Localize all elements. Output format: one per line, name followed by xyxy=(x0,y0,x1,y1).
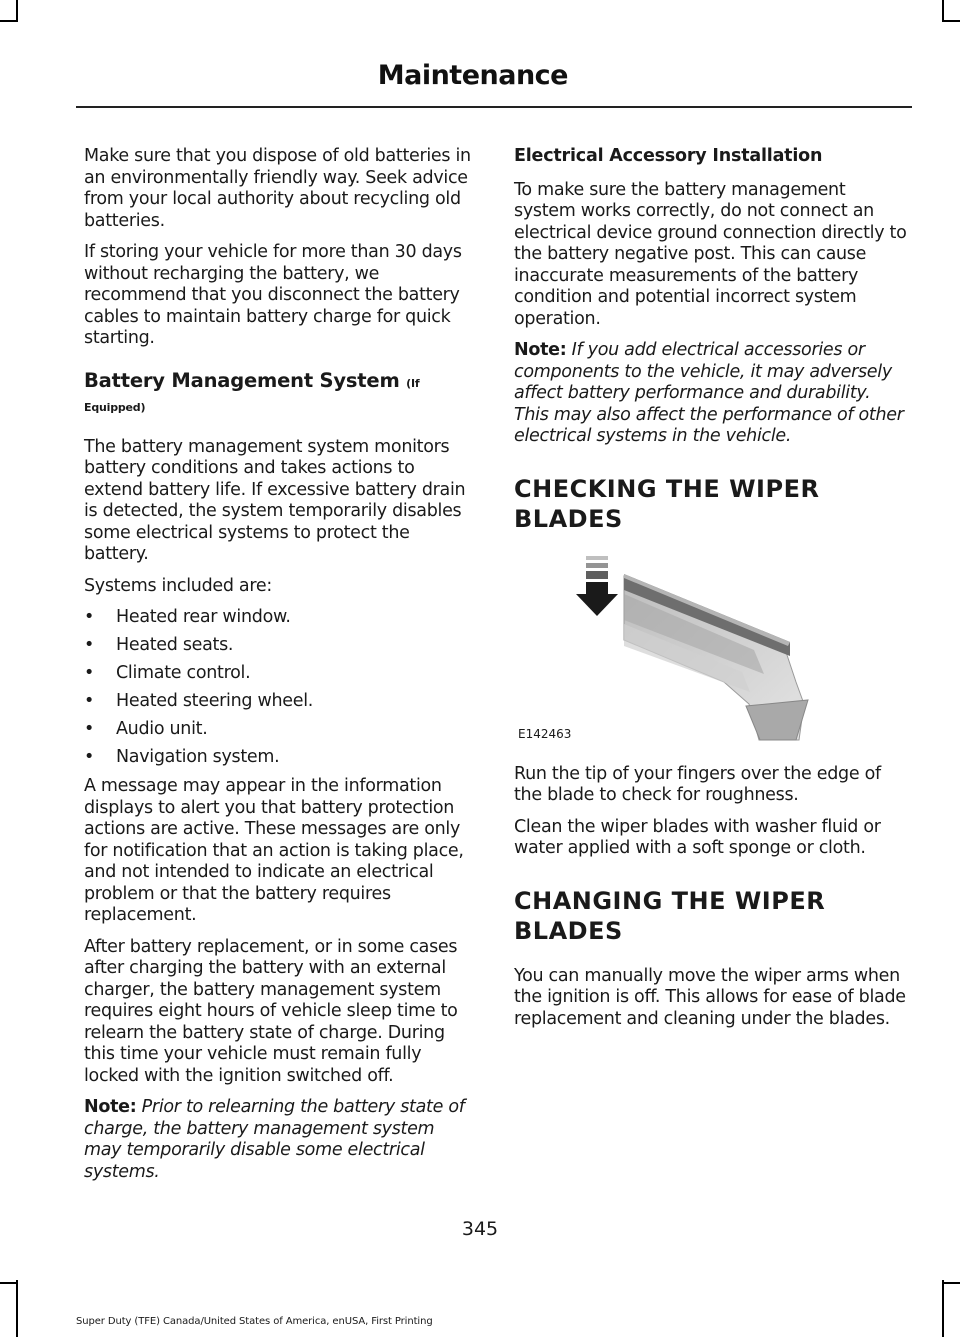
note-text: Prior to relearning the battery state of charge, the battery management system may temporarily disable some electrical systems. xyxy=(84,1097,465,1182)
list-item: • Climate control. xyxy=(84,663,476,684)
paragraph: A message may appear in the information displays to alert you that battery protection actions are active. These messages are only for notification that an action is taking place, and not intended to indicate an electrical problem or that the battery requires replacement. xyxy=(84,776,464,925)
note-label: Note: xyxy=(84,1097,137,1117)
paragraph: Run the tip of your fingers over the edge of the blade to check for roughness. xyxy=(514,763,881,805)
right-column xyxy=(514,146,908,1040)
crop-mark xyxy=(16,0,18,22)
paragraph: To make sure the battery management system works correctly, do not connect an electrical device ground connection directly to the battery negative post. This can cause inaccurate measurements of the battery condition and potential incorrect system operation. xyxy=(514,179,907,329)
crop-mark xyxy=(942,1280,944,1337)
header-divider xyxy=(76,106,912,108)
crop-mark xyxy=(16,1280,18,1337)
systems-list xyxy=(84,607,476,768)
list-item: • Navigation system. xyxy=(84,747,476,768)
list-item: • Heated steering wheel. xyxy=(84,691,476,712)
note xyxy=(514,340,908,448)
wiper-blade-illustration xyxy=(514,554,908,750)
paragraph: You can manually move the wiper arms when the ignition is off. This allows for ease of blade replacement and cleaning under the blades. xyxy=(514,965,906,1029)
crop-mark xyxy=(0,1282,18,1284)
list-item: • Audio unit. xyxy=(84,719,476,740)
wiper-blade-figure xyxy=(514,554,908,750)
list-item: • Heated seats. xyxy=(84,635,476,656)
page-title: Maintenance xyxy=(377,60,568,91)
crop-mark xyxy=(0,20,18,22)
page-number: 345 xyxy=(461,1218,499,1240)
paragraph: The battery management system monitors battery conditions and takes actions to extend battery life. If excessive battery drain is detected, the system temporarily disables some electrical systems to protect the battery. xyxy=(84,436,466,564)
crop-mark xyxy=(942,20,960,22)
crop-mark xyxy=(942,0,944,22)
heading-qualifier: (If Equipped) xyxy=(84,376,420,414)
section-heading: CHECKING THE WIPER BLADES xyxy=(514,474,820,533)
paragraph: Clean the wiper blades with washer fluid or water applied with a soft sponge or cloth. xyxy=(514,816,881,858)
paragraph: After battery replacement, or in some cases after charging the battery with an external charger, the battery management system requires eight hours of vehicle sleep time to relearn the battery state of charge. During this time your vehicle must remain fully locked with the ignition switched off. xyxy=(84,936,458,1086)
left-column xyxy=(84,146,476,1193)
paragraph: Make sure that you dispose of old batteries in an environmentally friendly way. Seek advice from your local authority about recycling old batteries. xyxy=(84,146,471,231)
subsection-heading: Electrical Accessory Installation xyxy=(514,146,823,166)
paragraph: Systems included are: xyxy=(84,575,272,596)
note-text: If you add electrical accessories or components to the vehicle, it may adversely affect battery performance and durability. This may also affect the performance of other electrical systems in the vehicle. xyxy=(514,340,904,446)
note-label: Note: xyxy=(514,340,567,360)
footer-text: Super Duty (TFE) Canada/United States of America, enUSA, First Printing xyxy=(76,1316,433,1327)
note xyxy=(84,1097,476,1183)
paragraph: If storing your vehicle for more than 30 days without recharging the battery, we recommend that you disconnect the battery cables to maintain battery charge for quick starting. xyxy=(84,242,462,348)
section-heading xyxy=(84,370,476,419)
heading-text: Battery Management System xyxy=(84,368,400,392)
crop-mark xyxy=(942,1282,960,1284)
figure-code: E142463 xyxy=(518,727,572,741)
list-item: • Heated rear window. xyxy=(84,607,476,628)
section-heading: CHANGING THE WIPER BLADES xyxy=(514,886,826,945)
